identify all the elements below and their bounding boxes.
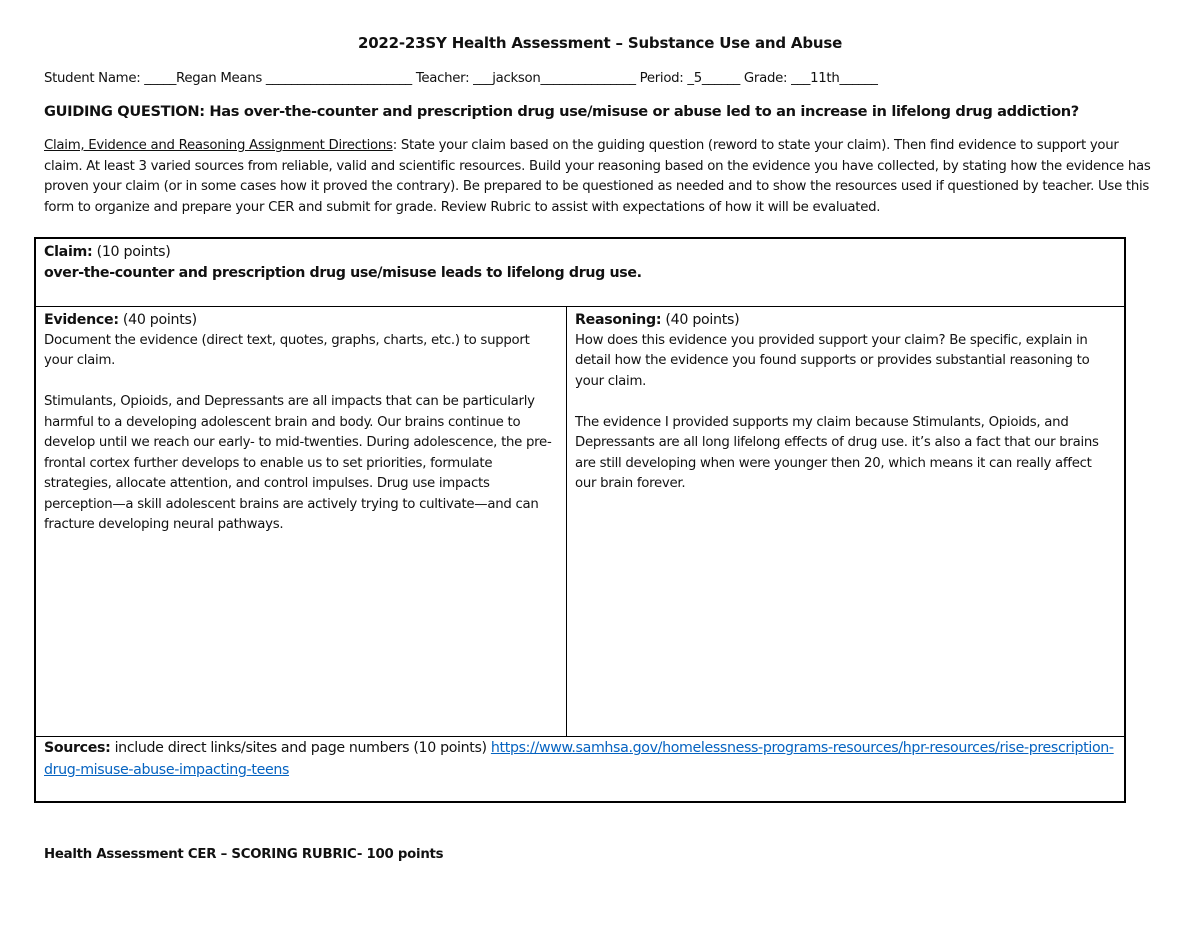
student-info-line: Student Name: _____Regan Means _______________________ Teacher: ___jackson_______________ Period: _5______ Grade: ___11th______ bbox=[44, 71, 878, 86]
source-link[interactable]: https://www.samhsa.gov/homelessness-programs-resources/hpr-resources/rise-prescription-drug-misuse-abuse-impacting-teens bbox=[44, 740, 1114, 778]
claim-cell[interactable] bbox=[36, 239, 1124, 307]
reasoning-answer: The evidence I provided supports my claim because Stimulants, Opioids, and Depressants are all long lifelong effects of drug use. it’s also a fact that our brains are still developing when were younger then 20, which means it can really affect our brain forever. bbox=[575, 414, 1099, 491]
directions-body: : State your claim based on the guiding question (reword to state your claim). Then find evidence to support your claim. At least 3 varied sources from reliable, valid and scientific resources. Build your reasoning based on the evidence you have collected, by stating how the evidence has proven your claim (or in some cases how it proved the contrary). Be prepared to be questioned as needed and to show the resources used if questioned by teacher. Use this form to organize and prepare your CER and submit for grade. Review Rubric to assist with expectations of how it will be evaluated. bbox=[44, 138, 1151, 215]
reasoning-points: (40 points) bbox=[661, 312, 740, 328]
reasoning-cell[interactable] bbox=[567, 307, 1124, 736]
claim-header bbox=[44, 242, 1116, 263]
evidence-spacer bbox=[44, 372, 558, 393]
cer-table bbox=[34, 237, 1126, 803]
directions-heading: Claim, Evidence and Reasoning Assignment Directions bbox=[44, 138, 393, 153]
claim-points: (10 points) bbox=[92, 244, 171, 260]
reasoning-label: Reasoning: bbox=[575, 312, 662, 328]
reasoning-instructions: How does this evidence you provided support your claim? Be specific, explain in detail how the evidence you found supports or provides substantial reasoning to your claim. bbox=[575, 332, 1090, 389]
sources-label: Sources: bbox=[44, 740, 111, 756]
evidence-header bbox=[44, 310, 558, 331]
sources-cell[interactable] bbox=[36, 736, 1124, 801]
evidence-cell[interactable] bbox=[36, 307, 567, 736]
evidence-points: (40 points) bbox=[118, 312, 197, 328]
claim-label: Claim: bbox=[44, 244, 93, 260]
document-title: 2022-23SY Health Assessment – Substance Use and Abuse bbox=[357, 34, 843, 52]
reasoning-spacer bbox=[575, 392, 1116, 413]
guiding-question: GUIDING QUESTION: Has over-the-counter and prescription drug use/misuse or abuse led to an increase in lifelong drug addiction? bbox=[44, 103, 1079, 120]
evidence-label: Evidence: bbox=[44, 312, 119, 328]
evidence-answer: Stimulants, Opioids, and Depressants are all impacts that can be particularly harmful to a developing adolescent brain and body. Our brains continue to develop until we reach our early- to mid-twenties. During adolescence, the pre-frontal cortex further develops to enable us to set priorities, formulate strategies, allocate attention, and control impulses. Drug use impacts perception—a skill adolescent brains are actively trying to cultivate—and can fracture developing neural pathways. bbox=[44, 394, 552, 532]
evidence-instructions: Document the evidence (direct text, quotes, graphs, charts, etc.) to support your claim. bbox=[44, 332, 530, 368]
reasoning-header bbox=[575, 310, 1116, 331]
sources-instructions: include direct links/sites and page numbers (10 points) bbox=[110, 740, 491, 756]
rubric-heading: Health Assessment CER – SCORING RUBRIC- 100 points bbox=[44, 847, 444, 862]
assignment-directions bbox=[44, 136, 1159, 218]
claim-text: over-the-counter and prescription drug use/misuse leads to lifelong drug use. bbox=[44, 265, 642, 281]
